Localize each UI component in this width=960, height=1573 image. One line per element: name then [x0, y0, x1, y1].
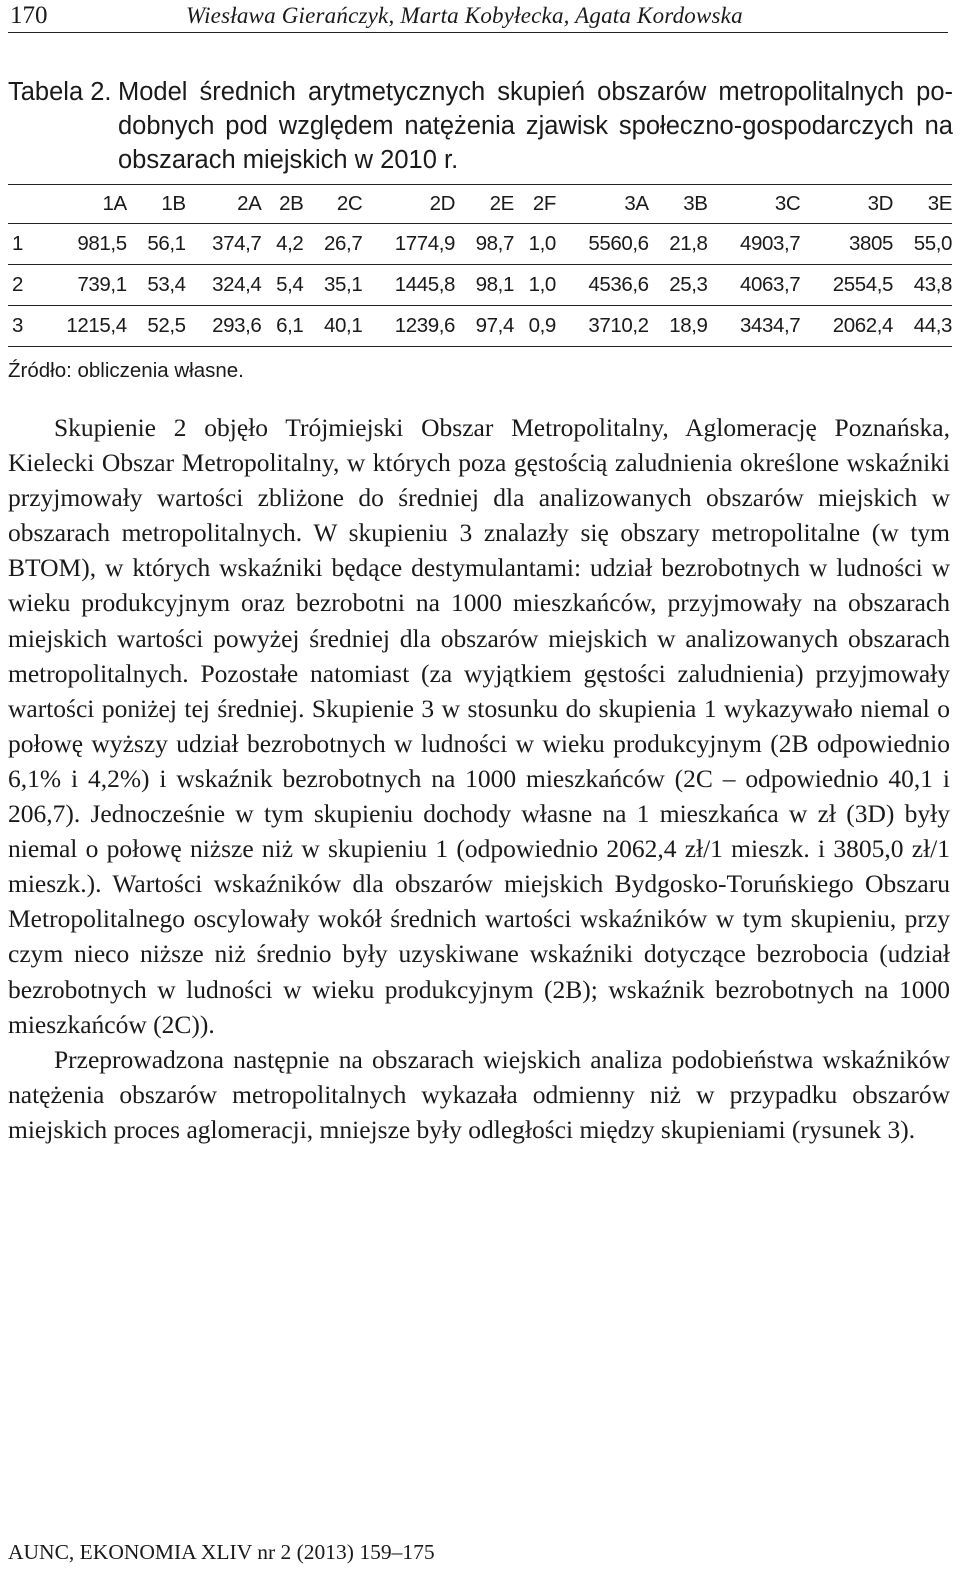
paragraph: Skupienie 2 objęło Trójmiejski Obszar Metropolitalny, Aglomerację Poznańska, Kielecki Obszar Metropolitalny, w których poza gęstością zaludnienia określone wskaźniki przyjmowały wartości zbliżone do średniej dla analizowanych obszarów miejskich w obszarach metropolitalnych. W skupieniu 3 znalazły się obszary metropolitalne (w tym BTOM), w których wskaźniki będące destymulantami: udział bezrobotnych w ludności w wieku produkcyjnym oraz bezrobotni na 1000 mieszkańców, przyjmowały na obszarach miejskich wartości powyżej średniej dla obszarów miejskich w analizowanych obszarach metropolitalnych. Pozostałe natomiast (za wyjątkiem gęstości zaludnienia) przyjmowały wartości poniżej tej średniej. Skupienie 3 w stosunku do skupienia 1 wykazywało niemal o połowę wyższy udział bezrobotnych w ludności w wieku produkcyjnym (2B odpowiednio 6,1% i 4,2%) i wskaźnik bezrobotnych na 1000 mieszkańców (2C – odpowiednio 40,1 i 206,7). Jednocześnie w tym skupieniu dochody własne na 1 mieszkańca w zł (3D) były niemal o połowę niższe niż w skupieniu 1 (odpowiednio 2062,4 zł/1 mieszk. i 3805,0 zł/1 mieszk.). Wartości wskaźników dla obszarów miejskich Bydgosko-Toruńskiego Obszaru Metropolitalnego oscylowały wokół średnich wartości wskaźników w tym skupieniu, przy czym nieco niższe niż średnio były uzyskiwane wskaźniki dotyczące bezrobocia (udział bezrobotnych w ludności w wieku produkcyjnym (2B); wskaźnik bezrobotnych na 1000 mieszkańców (2C)). [8, 413, 950, 1039]
table-cell: 43,8 [913, 273, 952, 296]
table-cell: 6,1 [276, 314, 304, 337]
table-cell: 40,1 [324, 314, 363, 337]
table-cell: 981,5 [77, 232, 127, 255]
column-header: 2A [237, 192, 262, 215]
table-cell: 374,7 [212, 232, 262, 255]
table-cell: 2062,4 [832, 314, 893, 337]
table-caption [8, 75, 953, 177]
data-table [8, 184, 952, 347]
table-caption-label: Tabela 2. [8, 78, 112, 106]
column-header: 2C [336, 192, 363, 215]
row-label: 2 [12, 273, 24, 296]
column-header: 3A [624, 192, 649, 215]
table-cell: 293,6 [212, 314, 262, 337]
row-label: 3 [12, 314, 24, 337]
table-cell: 5,4 [276, 273, 304, 296]
table-cell: 1445,8 [394, 273, 456, 296]
table-cell: 2554,5 [832, 273, 893, 296]
table-cell: 55,0 [913, 232, 952, 255]
table-row [8, 265, 952, 306]
table-corner-cell [8, 185, 34, 224]
table-cell: 4536,6 [588, 273, 649, 296]
table-cell: 1774,9 [394, 232, 456, 255]
column-header: 2E [489, 192, 514, 215]
table-cell: 1,0 [528, 232, 556, 255]
table-cell: 25,3 [669, 273, 708, 296]
paragraph: Przeprowadzona następnie na obszarach wiejskich analiza podobieństwa wskaźników natężenia obszarów metropolitalnych wykazała odmienny niż w przypadku obszarów miejskich proces aglomeracji, mniejsze były odległości między skupieniami (rysunek 3). [8, 1044, 950, 1144]
column-header: 1A [102, 192, 127, 215]
table-cell: 1,0 [528, 273, 556, 296]
table-caption-line: obszarach miejskich w 2010 r. [118, 146, 459, 174]
column-header: 3C [774, 192, 801, 215]
table-cell: 53,4 [147, 273, 186, 296]
running-title: Wiesława Gierańczyk, Marta Kobyłecka, Agata Kordowska [186, 3, 743, 28]
table-cell: 3805 [848, 232, 893, 255]
column-header: 2F [532, 192, 556, 215]
table-cell: 4063,7 [739, 273, 801, 296]
table-cell: 26,7 [324, 232, 363, 255]
table-cell: 5560,6 [588, 232, 649, 255]
table-cell: 52,5 [147, 314, 186, 337]
column-header: 1B [161, 192, 186, 215]
table-caption-line: dobnych pod względem natężenia zjawisk społeczno-gospodarczych na [118, 112, 953, 140]
table-cell: 44,3 [913, 314, 952, 337]
table-cell: 18,9 [669, 314, 708, 337]
table-cell: 1215,4 [66, 314, 127, 337]
column-header: 3B [683, 192, 708, 215]
table-header-row [8, 185, 952, 224]
table-cell: 4903,7 [739, 232, 801, 255]
table-cell: 3434,7 [739, 314, 801, 337]
table-cell: 1239,6 [394, 314, 456, 337]
table-row [8, 224, 952, 265]
running-header [8, 0, 948, 33]
table-cell: 4,2 [276, 232, 304, 255]
table-caption-line: Model średnich arytmetycznych skupień obszarów metropolitalnych po- [118, 78, 953, 106]
column-header: 3D [867, 192, 893, 215]
column-header: 2D [429, 192, 456, 215]
table-cell: 98,7 [475, 232, 514, 255]
row-label: 1 [12, 232, 24, 255]
table-cell: 739,1 [77, 273, 127, 296]
column-header: 3E [927, 192, 952, 215]
table-source-note: Źródło: obliczenia własne. [8, 359, 244, 382]
table-cell: 3710,2 [588, 314, 649, 337]
table-cell: 98,1 [475, 273, 514, 296]
page-footer: AUNC, EKONOMIA XLIV nr 2 (2013) 159–175 [8, 1540, 435, 1564]
column-header: 2B [279, 192, 304, 215]
table-cell: 0,9 [528, 314, 556, 337]
table-cell: 35,1 [324, 273, 363, 296]
table-cell: 324,4 [212, 273, 262, 296]
page-number: 170 [10, 2, 48, 29]
table-cell: 97,4 [475, 314, 514, 337]
table-cell: 56,1 [147, 232, 186, 255]
table-row [8, 306, 952, 347]
body-text [8, 410, 950, 1147]
table-cell: 21,8 [669, 232, 708, 255]
